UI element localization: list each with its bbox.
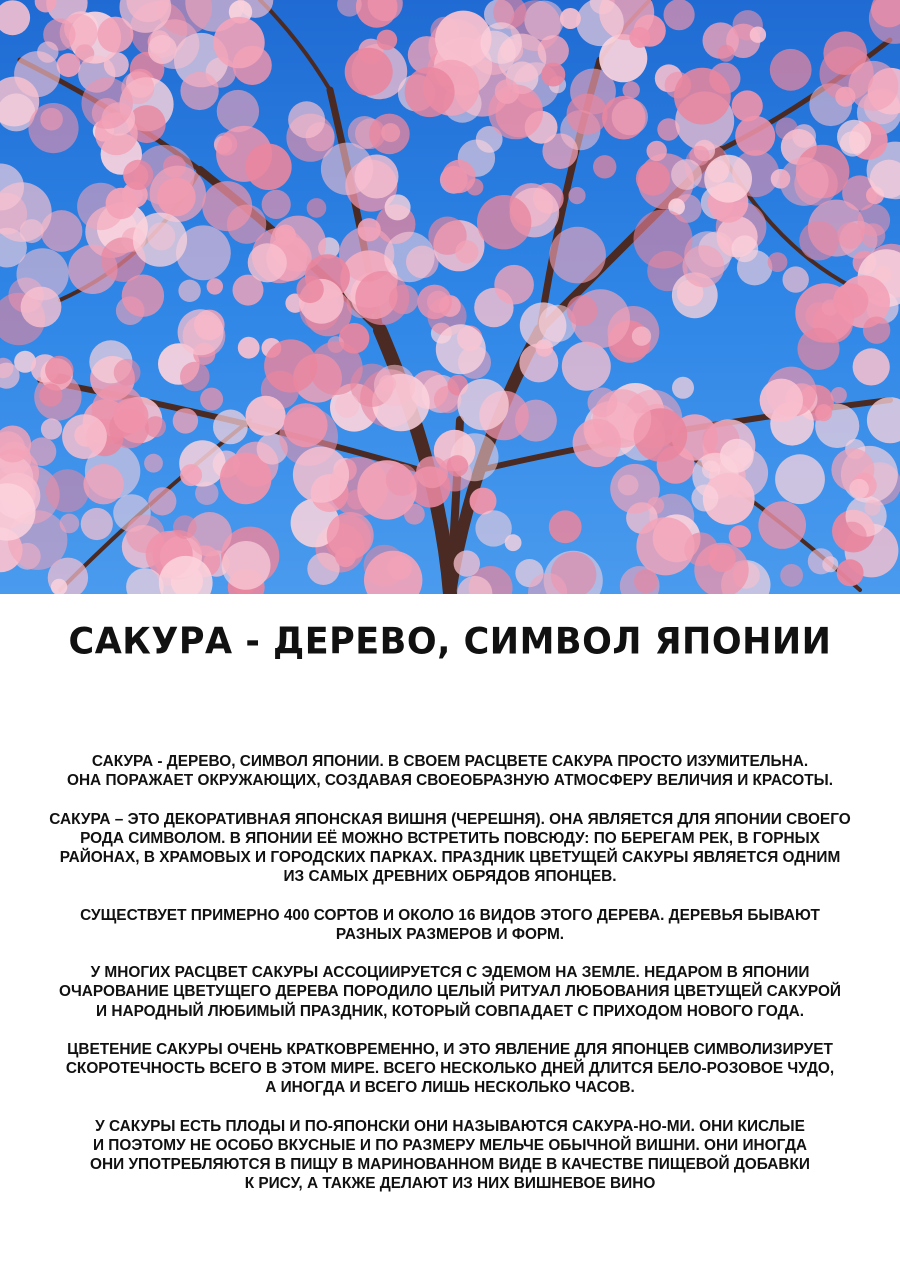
blossom: [636, 517, 694, 575]
blossom: [45, 356, 73, 384]
paragraph-line: СКОРОТЕЧНОСТЬ ВСЕГО В ЭТОМ МИРЕ. ВСЕГО НЕСКОЛЬКО ДНЕЙ ДЛИТСЯ БЕЛО-РОЗОВОЕ ЧУДО,: [65, 1060, 835, 1078]
paragraph: [10, 906, 890, 944]
blossom: [682, 245, 724, 287]
blossom: [520, 302, 567, 349]
paragraph-line: САКУРА - ДЕРЕВО, СИМВОЛ ЯПОНИИ. В СВОЕМ РАСЦВЕТЕ САКУРА ПРОСТО ИЗУМИТЕЛЬНА.: [91, 753, 809, 770]
blossom: [735, 116, 775, 156]
blossom: [664, 0, 695, 30]
blossom: [200, 388, 223, 411]
blossom: [704, 155, 752, 203]
paragraph-line: А ИНОГДА И ВСЕГО ЛИШЬ НЕСКОЛЬКО ЧАСОВ.: [265, 1079, 635, 1097]
blossom: [374, 365, 415, 406]
paragraph-line: У САКУРЫ ЕСТЬ ПЛОДЫ И ПО-ЯПОНСКИ ОНИ НАЗЫВАЮТСЯ САКУРА-НО-МИ. ОНИ КИСЛЫЕ: [95, 1117, 805, 1135]
blossom: [41, 418, 62, 439]
blossom: [632, 327, 651, 346]
blossom: [634, 569, 658, 593]
blossom: [264, 339, 317, 392]
blossom: [46, 469, 89, 512]
blossom: [442, 160, 475, 193]
blossom: [21, 287, 62, 328]
blossom: [28, 437, 57, 466]
blossom: [623, 81, 640, 98]
paragraph-line: РОДА СИМВОЛОМ. В ЯПОНИИ ЕЁ МОЖНО ВСТРЕТИТЬ ПОВСЮДУ: ПО БЕРЕГАМ РЕК, В ГОРНЫХ: [80, 829, 820, 847]
page-title: САКУРА - ДЕРЕВО, СИМВОЛ ЯПОНИИ: [68, 621, 832, 663]
blossom: [248, 243, 287, 282]
blossom: [296, 276, 323, 303]
blossom: [386, 464, 418, 496]
blossom: [293, 447, 349, 503]
blossom: [808, 548, 834, 574]
paragraph-line: ОЧАРОВАНИЕ ЦВЕТУЩЕГО ДЕРЕВА ПОРОДИЛО ЦЕЛЫЙ РИТУАЛ ЛЮБОВАНИЯ ЦВЕТУЩЕЙ САКУРОЙ: [59, 983, 841, 1001]
paragraph-line: ОНИ УПОТРЕБЛЯЮТСЯ В ПИЩУ В МАРИНОВАННОМ ВИДЕ В КАЧЕСТВЕ ПИЩЕВОЙ ДОБАВКИ: [90, 1156, 810, 1174]
blossom: [307, 553, 339, 585]
paragraph-line: И ПОЭТОМУ НЕ ОСОБО ВКУСНЫЕ И ПО РАЗМЕРУ МЕЛЬЧЕ ОБЫЧНОЙ ВИШНИ. ОНИ ИНОГДА: [92, 1136, 808, 1154]
blossom: [384, 232, 434, 282]
blossom: [750, 27, 766, 43]
blossom: [148, 487, 176, 515]
blossom: [780, 157, 829, 206]
paragraph-line: ИЗ САМЫХ ДРЕВНИХ ОБРЯДОВ ЯПОНЦЕВ.: [283, 868, 617, 886]
blossom: [133, 213, 187, 267]
blossom: [495, 79, 520, 104]
blossom: [122, 275, 164, 317]
blossom: [494, 265, 534, 305]
blossom: [718, 45, 735, 62]
blossom: [178, 280, 200, 302]
blossom: [849, 61, 899, 111]
blossom: [173, 515, 197, 539]
blossom: [815, 404, 832, 421]
blossom: [345, 48, 393, 96]
blossom: [369, 114, 410, 155]
blossom: [797, 328, 839, 370]
blossom: [207, 278, 223, 294]
paragraph-line: РАЙОНАХ, В ХРАМОВЫХ И ГОРОДСКИХ ПАРКАХ. ПРАЗДНИК ЦВЕТУЩЕЙ САКУРЫ ЯВЛЯЕТСЯ ОДНИМ: [59, 849, 841, 866]
paragraph-line: РАЗНЫХ РАЗМЕРОВ И ФОРМ.: [335, 925, 565, 943]
blossom: [238, 337, 260, 359]
blossom: [477, 195, 531, 249]
blossom: [385, 194, 411, 220]
blossom: [121, 71, 154, 104]
blossom: [284, 403, 328, 447]
paragraph-line: ОНА ПОРАЖАЕТ ОКРУЖАЮЩИХ, СОЗДАВАЯ СВОЕОБРАЗНУЮ АТМОСФЕРУ ВЕЛИЧИЯ И КРАСОТЫ.: [66, 772, 834, 790]
blossom: [671, 159, 702, 190]
blossom: [178, 309, 224, 355]
blossom: [849, 479, 869, 499]
blossom: [480, 22, 522, 64]
blossom: [357, 218, 380, 241]
blossom: [148, 35, 177, 64]
blossom: [245, 144, 291, 190]
blossom: [202, 181, 252, 231]
blossom: [327, 512, 374, 559]
blossom: [858, 204, 891, 237]
paragraph-line: СУЩЕСТВУЕТ ПРИМЕРНО 400 СОРТОВ И ОКОЛО 16 ВИДОВ ЭТОГО ДЕРЕВА. ДЕРЕВЬЯ БЫВАЮТ: [80, 906, 820, 924]
blossom: [417, 285, 452, 320]
blossom: [519, 343, 558, 382]
blossom: [567, 295, 598, 326]
blossom: [217, 90, 259, 132]
blossom: [14, 51, 60, 97]
blossom: [549, 227, 606, 284]
blossom: [321, 143, 373, 195]
blossom: [837, 522, 866, 551]
blossom: [222, 541, 271, 590]
blossom: [307, 198, 327, 218]
blossom: [180, 72, 218, 110]
blossom: [853, 348, 890, 385]
blossom: [729, 525, 751, 547]
blossom: [610, 464, 660, 514]
blossom: [39, 384, 62, 407]
blossom: [831, 387, 847, 403]
blossom: [775, 454, 825, 504]
blossom: [567, 94, 608, 135]
blossom: [783, 266, 809, 292]
blossom: [562, 342, 611, 391]
blossom: [81, 508, 113, 540]
blossom: [612, 99, 648, 135]
article-body: [10, 752, 890, 1213]
paragraph-line: У МНОГИХ РАСЦВЕТ САКУРЫ АССОЦИИРУЕТСЯ С ЭДЕМОМ НА ЗЕМЛЕ. НЕДАРОМ В ЯПОНИИ: [90, 964, 810, 982]
blossom: [780, 564, 803, 587]
blossom: [213, 17, 264, 68]
paragraph-line: К РИСУ, А ТАКЖЕ ДЕЛАЮТ ИЗ НИХ ВИШНЕВОЕ ВИНО: [244, 1175, 656, 1193]
blossom: [246, 396, 286, 436]
blossom: [447, 455, 469, 477]
blossom: [454, 550, 480, 576]
paragraph-line: ЦВЕТЕНИЕ САКУРЫ ОЧЕНЬ КРАТКОВРЕМЕННО, И ЭТО ЯВЛЕНИЕ ДЛЯ ЯПОНЦЕВ СИМВОЛИЗИРУЕТ: [67, 1040, 833, 1058]
blossom: [213, 410, 248, 445]
blossom: [541, 63, 565, 87]
blossom: [833, 283, 868, 318]
blossom: [405, 67, 455, 117]
blossom: [647, 141, 667, 161]
blossom: [593, 389, 652, 448]
blossom: [288, 101, 325, 138]
blossom: [672, 377, 694, 399]
blossom: [758, 501, 806, 549]
blossom: [114, 359, 141, 386]
blossom: [576, 0, 624, 46]
blossom: [144, 454, 163, 473]
blossom: [475, 510, 511, 546]
blossom: [28, 103, 78, 153]
blossom: [416, 456, 448, 488]
blossom: [568, 187, 585, 204]
blossom: [560, 8, 581, 29]
blossom: [549, 510, 582, 543]
blossom: [674, 68, 731, 125]
blossom: [62, 414, 107, 459]
blossom: [262, 190, 291, 219]
blossom: [377, 30, 398, 51]
blossom: [60, 14, 98, 52]
blossom: [173, 408, 198, 433]
blossom: [123, 160, 153, 190]
blossom: [524, 1, 564, 41]
blossom: [863, 317, 890, 344]
blossom: [731, 235, 758, 262]
blossom: [837, 559, 864, 586]
blossom: [593, 155, 616, 178]
cherry-blossom-illustration: [0, 0, 900, 594]
blossom: [457, 379, 508, 430]
paragraph: [10, 810, 890, 887]
blossom: [113, 398, 148, 433]
blossom: [126, 515, 165, 554]
blossom: [106, 188, 137, 219]
paragraph: [10, 963, 890, 1021]
blossom: [799, 221, 839, 261]
blossom: [83, 464, 123, 504]
paragraph: [10, 1117, 890, 1194]
blossom: [629, 27, 650, 48]
blossom: [691, 485, 718, 512]
blossom: [180, 464, 202, 486]
blossom: [770, 49, 812, 91]
blossom: [455, 240, 478, 263]
paragraph: [10, 1040, 890, 1098]
hero-photo: [0, 0, 900, 594]
blossom: [760, 379, 803, 422]
paragraph: [10, 752, 890, 790]
blossom: [837, 120, 871, 154]
blossom: [180, 362, 210, 392]
blossom: [335, 394, 359, 418]
blossom: [636, 161, 670, 195]
blossom: [768, 252, 788, 272]
blossom: [720, 439, 754, 473]
paragraph-line: САКУРА – ЭТО ДЕКОРАТИВНАЯ ЯПОНСКАЯ ВИШНЯ (ЧЕРЕШНЯ). ОНА ЯВЛЯЕТСЯ ДЛЯ ЯПОНИИ СВОЕГО: [49, 810, 851, 828]
paragraph-line: И НАРОДНЫЙ ЛЮБИМЫЙ ПРАЗДНИК, КОТОРЫЙ СОВПАДАЕТ С ПРИХОДОМ НОВОГО ГОДА.: [96, 1002, 804, 1020]
blossom: [436, 324, 486, 374]
